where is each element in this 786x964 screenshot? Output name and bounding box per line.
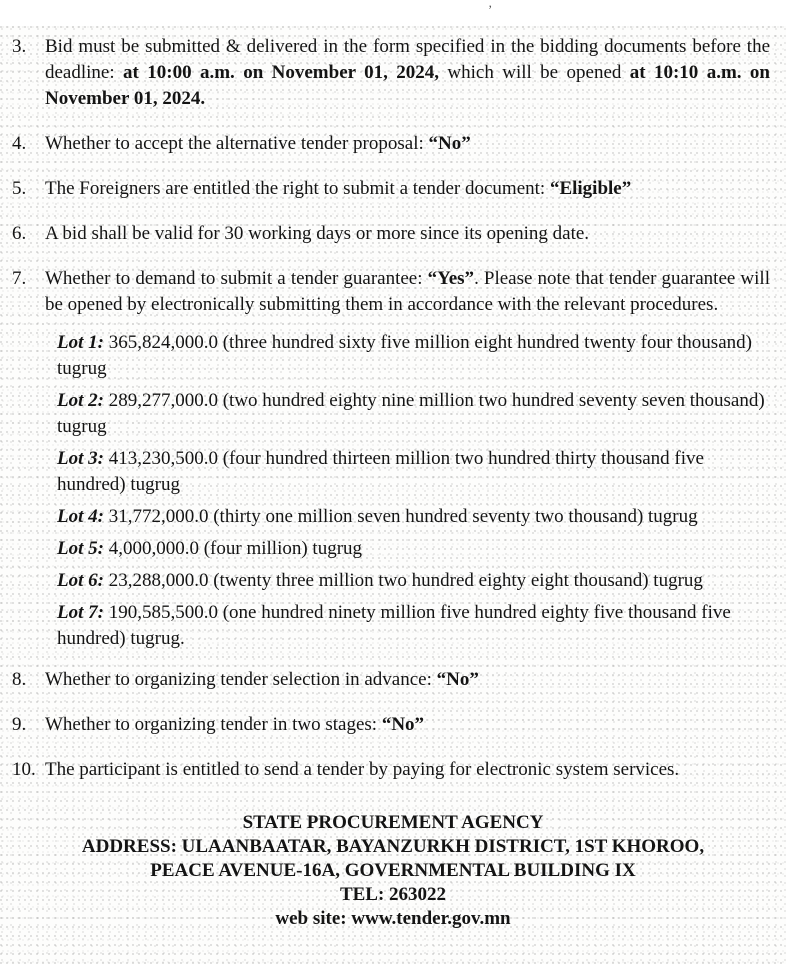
agency-website: web site: www.tender.gov.mn [275,908,511,929]
item-text: Whether to organizing tender in two stages: “No” [45,714,425,735]
lot-item [57,568,776,594]
item-number: 8. [12,669,27,690]
scan-artifact-mark: ’ [488,2,493,17]
agency-address-line-1: ADDRESS: ULAANBAATAR, BAYANZURKH DISTRICT, 1ST KHOROO, [81,836,705,857]
tender-terms-list [0,34,786,783]
agency-phone: TEL: 263022 [339,884,447,905]
list-item [0,266,770,318]
lot-text: Lot 1: 365,824,000.0 (three hundred sixty five million eight hundred twenty four thousand) tugrug [57,332,752,379]
lot-item [57,504,776,530]
list-item [0,712,770,738]
item-text: The participant is entitled to send a tender by paying for electronic system services. [45,759,680,780]
lot-item [57,600,776,652]
lot-item [57,388,776,440]
lot-text: Lot 3: 413,230,500.0 (four hundred thirteen million two hundred thirty thousand five hundred) tugrug [57,448,704,495]
list-item [0,757,770,783]
item-number: 9. [12,714,27,735]
item-number: 6. [12,223,27,244]
item-number: 10. [12,759,36,780]
item-text: Whether to accept the alternative tender proposal: “No” [45,133,471,154]
list-item [0,34,770,112]
lot-item [57,536,776,562]
item-number: 4. [12,133,27,154]
item-number: 7. [12,268,27,289]
list-item [0,131,770,157]
lot-text: Lot 6: 23,288,000.0 (twenty three million two hundred eighty eight thousand) tugrug [57,570,703,591]
item-number: 5. [12,178,27,199]
lot-text: Lot 5: 4,000,000.0 (four million) tugrug [57,538,363,559]
lot-item [57,330,776,382]
agency-address-line-2: PEACE AVENUE-16A, GOVERNMENTAL BUILDING IX [150,860,636,881]
lot-text: Lot 2: 289,277,000.0 (two hundred eighty nine million two hundred seventy seven thousand) tugrug [57,390,765,437]
list-item [0,176,770,202]
list-item [0,667,770,693]
item-text: The Foreigners are entitled the right to submit a tender document: “Eligible” [45,178,632,199]
lot-text: Lot 7: 190,585,500.0 (one hundred ninety million five hundred eighty five thousand five hundred) tugrug. [57,602,731,649]
scanned-region [0,26,786,964]
item-text: A bid shall be valid for 30 working days or more since its opening date. [45,223,590,244]
agency-name: STATE PROCUREMENT AGENCY [242,812,544,833]
item-text: Whether to demand to submit a tender guarantee: “Yes”. Please note that tender guarantee will be opened by electronically submitting them in accordance with the relevant procedures. [45,268,770,315]
list-item [0,221,770,247]
item-text: Bid must be submitted & delivered in the form specified in the bidding documents before the deadline: at 10:00 a.m. on November 01, 2024, which will be opened at 10:10 a.m. on November 01, 2024. [45,36,770,109]
item-text: Whether to organizing tender selection in advance: “No” [45,669,479,690]
lot-text: Lot 4: 31,772,000.0 (thirty one million seven hundred seventy two thousand) tugrug [57,506,698,527]
agency-footer [0,811,786,931]
item-number: 3. [12,36,27,57]
lot-item [57,446,776,498]
